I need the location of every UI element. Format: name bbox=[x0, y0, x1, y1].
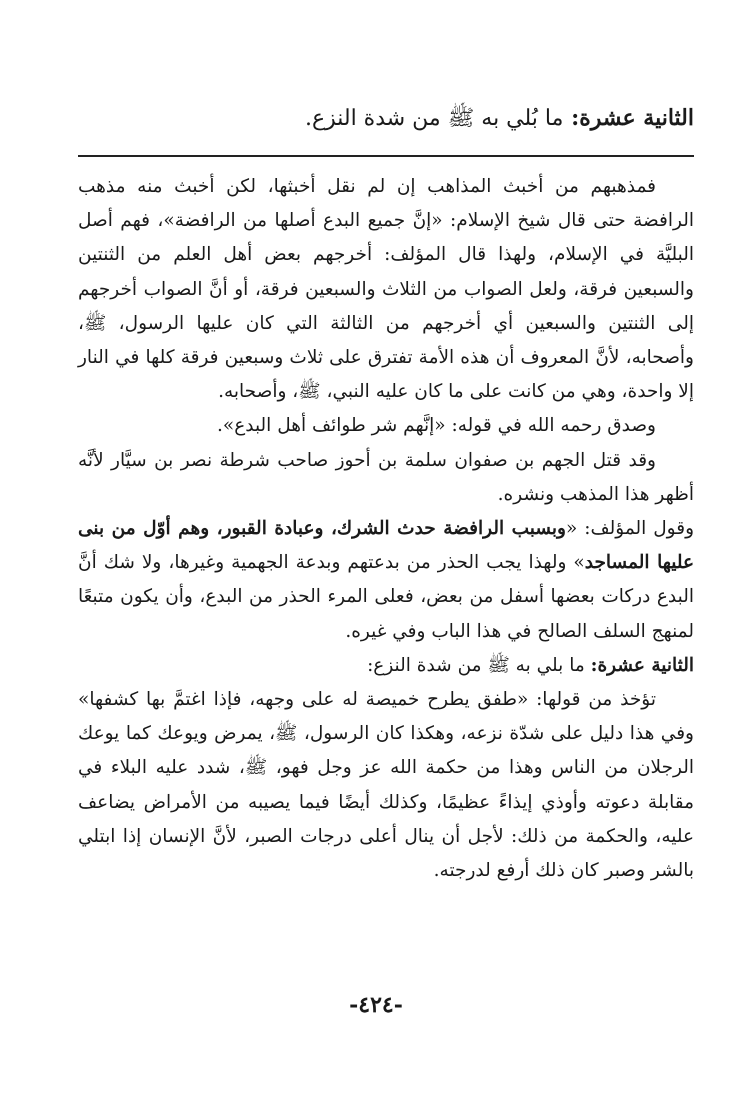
author-statement-rest: » ولهذا يجب الحذر من بدعتهم وبدعة الجهمية وغيرها، ولا شك أنَّ البدع دركات بعضها أسفل من بعض، فعلى المرء الحذر من البدع، وأن يكون متبعًا لمنهج السلف الصالح في هذا الباب وفي غيره. bbox=[78, 552, 694, 642]
paragraph-quote-worst-sects: وصدق رحمه الله في قوله: «إنَّهم شر طوائف أهل البدع». bbox=[217, 415, 656, 437]
header-divider bbox=[78, 155, 694, 157]
author-statement-bold: وبسبب الرافضة حدث الشرك، وعبادة القبور، وهم أوّل من بنى عليها المساجد bbox=[78, 518, 694, 574]
running-header-title-bold: الثانية عشرة: bbox=[571, 105, 694, 131]
paragraph-severity-of-death: تؤخذ من قولها: «طفق يطرح خميصة له على وجهه، فإذا اغتمَّ بها كشفها» وفي هذا دليل على شدّة نزعه، وهكذا كان الرسول، ﷺ، يمرض ويوعك كما يوعك الرجلان من الناس وهذا من حكمة الله عز وجل فهو، ﷺ، شدد عليه البلاء في مقابلة دعوته وأوذي إيذاءً عظيمًا، وكذلك أيضًا فيما يصيبه من الأمراض يضاعف عليه، والحكمة من ذلك: لأجل أن ينال أعلى درجات الصبر، لأنَّ الإنسان إذا ابتلي بالشر وصبر كان ذلك أرفع لدرجته. bbox=[78, 689, 694, 882]
paragraph-rafida: فمذهبهم من أخبث المذاهب إن لم نقل أخبثها، لكن أخبث منه مذهب الرافضة حتى قال شيخ الإسلام: «إنَّ جميع البدع أصلها من الرافضة»، فهم أصل البليَّة في الإسلام، ولهذا قال المؤلف: أخرجهم بعض أهل العلم من الثنتين والسبعين فرقة، ولعل الصواب من الثلاث والسبعين فرقة، أو أنَّ الصواب أخرجهم إلى الثنتين والسبعين أي أخرجهم من الثالثة التي كان عليها الرسول، ﷺ، وأصحابه، لأنَّ المعروف أن هذه الأمة تفترق على ثلاث وسبعين فرقة كلها في النار إلا واحدة، وهي من كانت على ما كان عليه النبي، ﷺ، وأصحابه. bbox=[78, 176, 694, 403]
author-statement-intro: وقول المؤلف: « bbox=[565, 518, 695, 540]
paragraph-author-statement bbox=[78, 512, 694, 649]
section-heading-twelfth-rest: ما بلي به ﷺ من شدة النزع: bbox=[367, 654, 585, 676]
paragraph-jahm: وقد قتل الجهم بن صفوان سلمة بن أحوز صاحب شرطة نصر بن سيَّار لأنَّه أظهر هذا المذهب ونشره. bbox=[78, 449, 694, 505]
body-text bbox=[78, 170, 694, 888]
section-heading-twelfth-bold: الثانية عشرة: bbox=[590, 654, 694, 676]
running-header bbox=[68, 98, 694, 139]
section-heading-twelfth bbox=[78, 649, 694, 683]
running-header-title-rest: ما بُلي به ﷺ من شدة النزع. bbox=[304, 106, 564, 131]
page-number: -٤٢٤- bbox=[349, 992, 403, 1018]
